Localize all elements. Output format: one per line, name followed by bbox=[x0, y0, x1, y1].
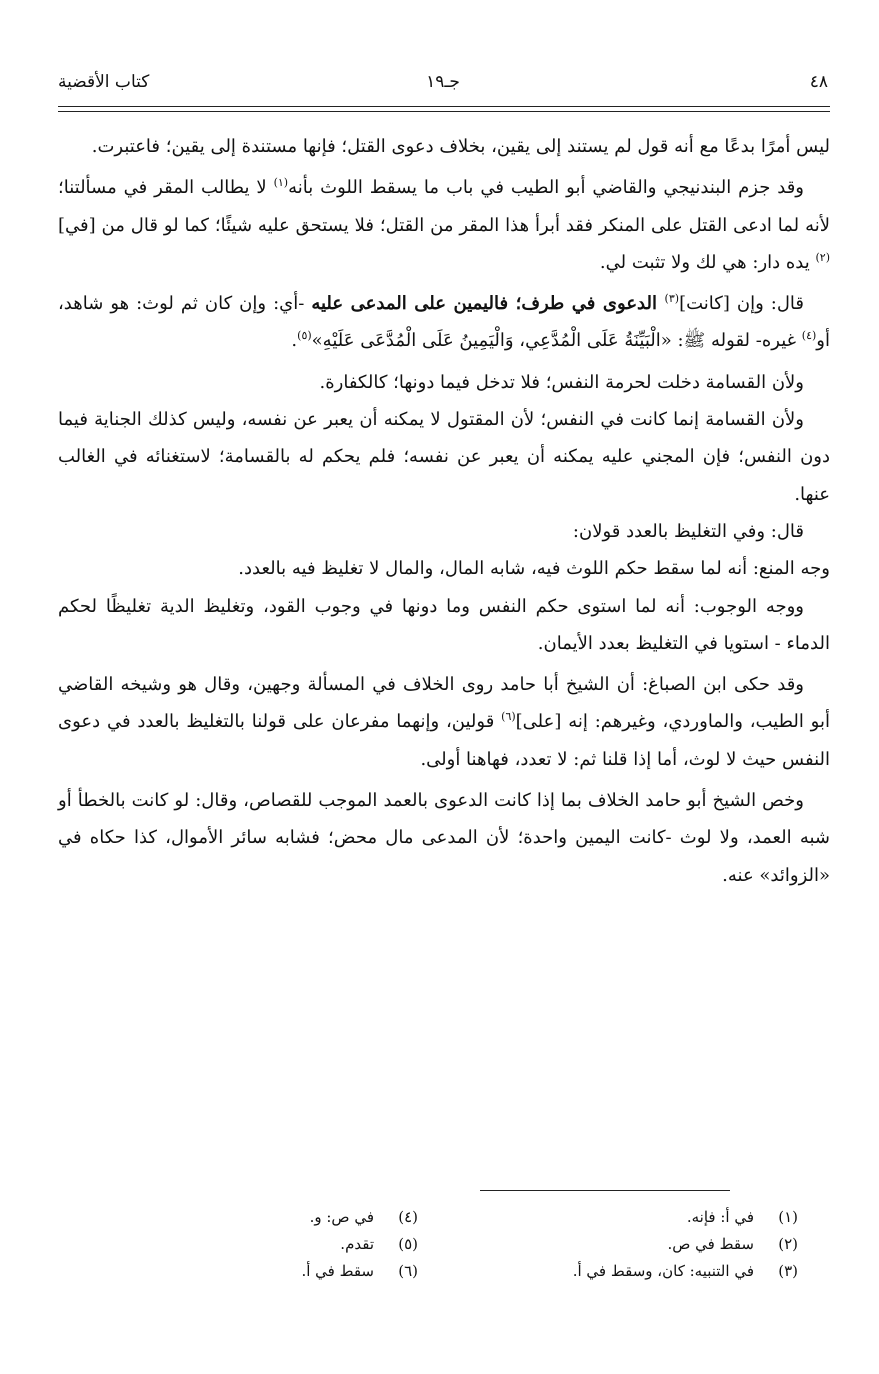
footnote-text: في التنبيه: كان، وسقط في أ. bbox=[572, 1262, 754, 1280]
footnote-item bbox=[398, 1204, 798, 1231]
footnote-number: (٣) bbox=[778, 1262, 798, 1280]
paragraph-text: لا يطالب المقر في مسألتنا؛ لأنه لما ادعى القتل على المنكر فقد أبرأ هذا المقر من القتل؛ فلا يستحق عليه شيئًا؛ كما لو قال من [في] bbox=[58, 177, 830, 236]
paragraph-text: ليس أمرًا بدعًا مع أنه قول لم يستند إلى يقين، بخلاف دعوى القتل؛ فإنها مستندة إلى يقين؛ فاعتبرت. bbox=[91, 136, 830, 157]
bold-text: الدعوى في طرف؛ فاليمين على المدعى عليه bbox=[311, 293, 665, 315]
header-rule-bottom bbox=[58, 111, 830, 112]
paragraph-text: يده دار: هي لك ولا تثبت لي. bbox=[599, 251, 816, 273]
paragraph bbox=[58, 169, 830, 281]
paragraph-text: ولأن القسامة دخلت لحرمة النفس؛ فلا تدخل فيما دونها؛ كالكفارة. bbox=[319, 371, 804, 393]
paragraph-text: قال: وفي التغليظ بالعدد قولان: bbox=[572, 520, 804, 542]
footnote-ref[interactable]: (٦) bbox=[501, 710, 516, 724]
page-header bbox=[58, 66, 828, 100]
footnote-text: تقدم. bbox=[340, 1235, 374, 1253]
book-title: كتاب الأقضية bbox=[58, 72, 150, 92]
footnote-number: (٦) bbox=[398, 1262, 418, 1280]
footnote-column-left bbox=[18, 1204, 418, 1285]
paragraph-text: . bbox=[291, 330, 298, 352]
paragraph bbox=[58, 285, 830, 360]
footnote-divider bbox=[480, 1190, 730, 1191]
paragraph bbox=[58, 401, 830, 513]
main-text bbox=[58, 128, 830, 894]
footnote-text: سقط في ص. bbox=[667, 1235, 754, 1253]
footnote-item bbox=[18, 1204, 418, 1231]
paragraph-text: وخص الشيخ أبو حامد الخلاف بما إذا كانت الدعوى بالعمد الموجب للقصاص، وقال: لو كانت بالخطأ أو شبه العمد، ولا لوث -كانت اليمين واحدة؛ لأن المدعى مال محض؛ فشابه سائر الأموال، كذا حكاه في «الزوائد» عنه. bbox=[58, 790, 830, 886]
volume-label: جـ١٩ bbox=[426, 72, 460, 92]
footnote-item bbox=[398, 1258, 798, 1285]
header-rule-top bbox=[58, 106, 830, 107]
paragraph bbox=[58, 666, 830, 778]
paragraph bbox=[58, 782, 830, 894]
paragraph bbox=[58, 364, 830, 401]
paragraph-text: قولين، وإنهما مفرعان على قولنا بالتغليظ بالعدد في دعوى النفس حيث لا لوث، أما إذا قلنا ثم: لا تعدد، فهاهنا أولى. bbox=[58, 711, 830, 770]
paragraph-text: غيره- لقوله ﷺ: «الْبَيِّنَةُ عَلَى الْمُدَّعِي، وَالْيَمِينُ عَلَى الْمُدَّعَى عَلَيْهِ» bbox=[311, 330, 802, 352]
footnote-text: في أ: فإنه. bbox=[686, 1208, 754, 1226]
paragraph-text: ووجه الوجوب: أنه لما استوى حكم النفس وما دونها في وجوب القود، وتغليظ الدية تغليظًا لحكم الدماء - استويا في التغليظ بعدد الأيمان. bbox=[58, 595, 830, 654]
footnote-number: (٤) bbox=[398, 1208, 418, 1226]
paragraph-text: -أي: وإن كان ثم لوث: هو شاهد، أو bbox=[58, 293, 830, 352]
footnote-number: (٢) bbox=[778, 1235, 798, 1253]
footnote-ref[interactable]: (٢) bbox=[815, 250, 830, 264]
paragraph bbox=[58, 550, 830, 587]
footnote-item bbox=[398, 1231, 798, 1258]
footnote-number: (٥) bbox=[398, 1235, 418, 1253]
footnote-ref[interactable]: (١) bbox=[273, 176, 289, 190]
paragraph bbox=[58, 513, 830, 550]
footnote-ref[interactable]: (٣) bbox=[664, 292, 680, 306]
footnote-text: سقط في أ. bbox=[301, 1262, 374, 1280]
footnote-number: (١) bbox=[778, 1208, 798, 1226]
page-number: ٤٨ bbox=[809, 72, 828, 92]
paragraph-text: وجه المنع: أنه لما سقط حكم اللوث فيه، شابه المال، والمال لا تغليظ فيه بالعدد. bbox=[238, 558, 830, 580]
footnote-item bbox=[18, 1231, 418, 1258]
paragraph-text: ولأن القسامة إنما كانت في النفس؛ لأن المقتول لا يمكنه أن يعبر عن نفسه، وليس كذلك الجناية فيما دون النفس؛ فإن المجني عليه يمكنه أن يعبر عن نفسه؛ فلم يحكم له بالقسامة؛ لاستغنائه في الغالب عنها. bbox=[58, 409, 830, 505]
footnote-text: في ص: و. bbox=[309, 1208, 374, 1226]
paragraph-text: وقد حكى ابن الصباغ: أن الشيخ أبا حامد روى الخلاف في المسألة وجهين، وقال هو وشيخه القاضي أبو الطيب، والماوردي، وغيرهم: إنه [على] bbox=[58, 674, 830, 733]
footnote-column-right bbox=[398, 1204, 798, 1285]
footnote-item bbox=[18, 1258, 418, 1285]
footnote-ref[interactable]: (٥) bbox=[297, 329, 312, 343]
paragraph-text: وقد جزم البندنيجي والقاضي أبو الطيب في باب ما يسقط اللوث بأنه bbox=[288, 177, 804, 199]
paragraph bbox=[58, 128, 830, 165]
footnote-ref[interactable]: (٤) bbox=[801, 329, 817, 343]
paragraph bbox=[58, 588, 830, 663]
paragraph-text: قال: وإن [كانت] bbox=[679, 293, 804, 315]
